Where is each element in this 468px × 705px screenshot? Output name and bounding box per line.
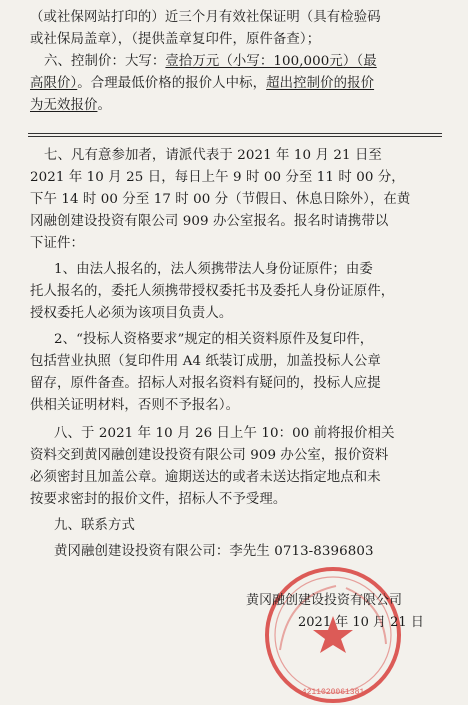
text-segment: 资料交到黄冈融创建设投资有限公司 909 办公室，报价资料 xyxy=(30,448,389,463)
text-line-l15 xyxy=(30,352,381,372)
text-line-l23 xyxy=(54,542,374,562)
seal-code: 4211020061381 xyxy=(301,688,365,697)
text-line-l10 xyxy=(30,234,84,254)
text-line-l04 xyxy=(30,74,374,94)
text-line-l01 xyxy=(30,8,381,28)
text-line-l07 xyxy=(30,168,405,188)
text-segment: 下午 14 时 00 分至 17 时 00 分（节假日、休息日除外），在黄 xyxy=(30,192,411,207)
signature-company: 黄冈融创建设投资有限公司 xyxy=(246,593,403,608)
text-segment: 必须密封且加盖公章。逾期送达的或者未送达指定地点和未 xyxy=(30,470,381,485)
text-segment: 八、于 2021 年 10 月 26 日上午 10：00 前将报价相关 xyxy=(54,426,395,441)
text-line-l02 xyxy=(30,30,320,50)
text-segment: 六、控制价：大写： xyxy=(44,54,166,69)
text-line-l09 xyxy=(30,212,388,232)
underlined-text: 高限价） xyxy=(30,76,78,91)
text-segment: 1、由法人报名的，法人须携带法人身份证原件；由委 xyxy=(54,262,373,277)
underlined-text: 壹拾万元（小写：100,000元）（最 xyxy=(165,54,377,69)
text-line-l06 xyxy=(44,146,382,166)
underlined-text: 为无效报价 xyxy=(30,98,98,113)
text-segment: 。 xyxy=(97,98,111,113)
rule-line-bottom xyxy=(28,136,442,137)
text-segment: 按要求密封的报价文件，招标人不予受理。 xyxy=(30,492,287,507)
text-segment: 供相关证明材料，否则不予报名）。 xyxy=(30,398,240,413)
text-segment: 包括营业执照（复印件用 A4 纸装订成册，加盖投标人公章 xyxy=(30,354,381,369)
text-line-l14 xyxy=(54,330,373,350)
text-line-l03 xyxy=(44,52,377,72)
text-line-l08 xyxy=(30,190,410,210)
text-line-l20 xyxy=(30,468,381,488)
text-line-l13 xyxy=(30,304,232,324)
text-segment: （或社保网站打印的）近三个月有效社保证明（具有检验码 xyxy=(30,10,381,25)
text-line-l17 xyxy=(30,396,239,416)
rule-line-top xyxy=(28,133,442,134)
text-line-l21 xyxy=(30,490,286,510)
text-line-l12 xyxy=(30,282,394,302)
text-segment: 黄冈融创建设投资有限公司：李先生 0713-8396803 xyxy=(54,544,374,559)
text-segment: 下证件： xyxy=(30,236,84,251)
underlined-text: 超出控制价的报价 xyxy=(266,76,375,91)
text-line-l22 xyxy=(54,516,135,536)
text-line-l16 xyxy=(30,374,381,394)
company-seal xyxy=(258,560,408,705)
text-line-l11 xyxy=(54,260,373,280)
text-segment: 九、联系方式 xyxy=(54,518,135,533)
text-segment: 授权委托人必须为该项目负责人。 xyxy=(30,306,233,321)
text-line-l19 xyxy=(30,446,388,466)
text-segment: 七、凡有意参加者，请派代表于 2021 年 10 月 21 日至 xyxy=(44,148,382,163)
text-segment: 托人报名的，委托人须携带授权委托书及委托人身份证原件， xyxy=(30,284,395,299)
text-line-l18 xyxy=(54,424,395,444)
text-segment: 或社保局盖章），（提供盖章复印件，原件备查）； xyxy=(30,32,321,47)
text-segment: 2、“投标人资格要求”规定的相关资料原件及复印件， xyxy=(54,332,374,347)
text-segment: 留存，原件备查。招标人对报名资料有疑问的，投标人应提 xyxy=(30,376,381,391)
signature-date: 2021 年 10 月 21 日 xyxy=(298,615,424,630)
text-line-l05 xyxy=(30,96,111,116)
text-segment: 2021 年 10 月 25 日，每日上午 9 时 00 分至 11 时 00 分， xyxy=(30,170,405,185)
text-segment: 。合理最低价格的报价人中标， xyxy=(77,76,267,91)
text-segment: 冈融创建设投资有限公司 909 办公室报名。报名时请携带以 xyxy=(30,214,389,229)
